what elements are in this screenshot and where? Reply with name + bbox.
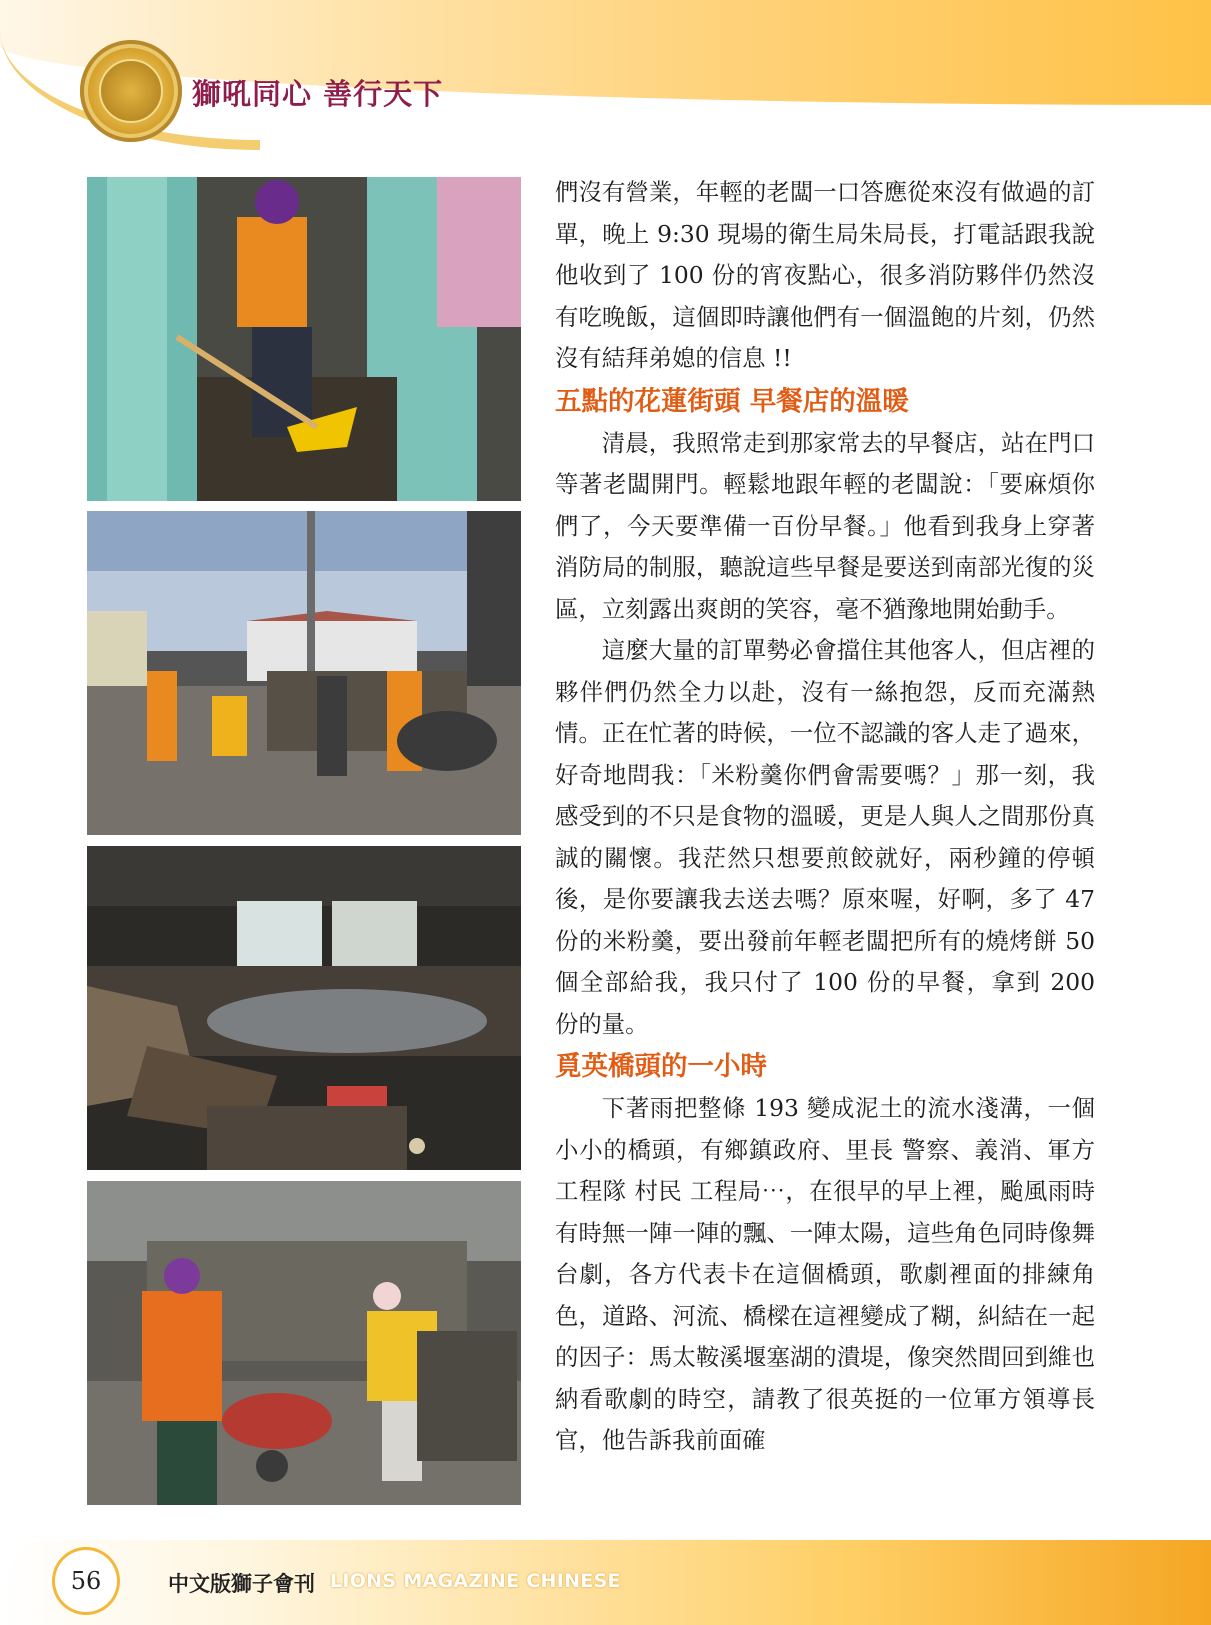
photo-street-cleanup-crew [87,511,521,835]
lions-club-logo [80,40,182,142]
header-slogan: 獅吼同心 善行天下 [192,77,444,111]
photo-flooded-warehouse-debris [87,846,521,1170]
article-paragraph-breakfast-1: 清晨，我照常走到那家常去的早餐店，站在門口等著老闆開門。輕鬆地跟年輕的老闆說：「要麻煩你們了，今天要準備一百份早餐。」他看到我身上穿著消防局的制服，聽說這些早餐是要送到南部光復的災區，立刻露出爽朗的笑容，毫不猶豫地開始動手。 [555,428,1095,623]
photo-volunteer-shoveling-mud [87,177,521,501]
section-heading-bridge: 覓英橋頭的一小時 [555,1051,767,1082]
article-paragraph-breakfast-2: 這麼大量的訂單勢必會擋住其他客人，但店裡的夥伴們仍然全力以赴，沒有一絲抱怨，反而充滿熱情。正在忙著的時候，一位不認識的客人走了過來，好奇地問我：「米粉羹你們會需要嗎？」那一刻，我感受到的不只是食物的溫暖，更是人與人之間那份真誠的關懷。我茫然只想要煎餃就好，兩秒鐘的停頓後，是你要讓我去送去嗎？原來喔，好啊，多了 47 份的米粉羹，要出發前年輕老闆把所有的燒烤餅 50 個全部給我，我只付了 100 份的早餐，拿到 200 份的量。 [555,636,1095,1038]
article-paragraph-bridge: 下著雨把整條 193 變成泥土的流水淺溝，一個小小的橋頭，有鄉鎮政府、里長 警察、義消、軍方工程隊 村民 工程局⋯，在很早的早上裡，颱風雨時有時無一陣一陣的飄、一陣太陽，這些角色同時像舞台劇，各方代表卡在這個橋頭，歌劇裡面的排練角色，道路、河流、橋樑在這裡變成了糊，糾結在一起的因子：馬太鞍溪堰塞湖的潰堤，像突然間回到維也納看歌劇的時空，請教了很英挺的一位軍方領導長官，他告訴我前面確 [555,1094,1095,1454]
footer-magazine-title: 中文版獅子會刊 [168,1572,315,1596]
footer-magazine-subtitle: LIONS MAGAZINE CHINESE [330,1570,621,1592]
lion-emblem-icon [99,59,163,123]
article-intro-paragraph: 們沒有營業，年輕的老闆一口答應從來沒有做過的訂單，晚上 9:30 現場的衛生局朱局長，打電話跟我說他收到了 100 份的宵夜點心，很多消防夥伴仍然沒有吃晚飯，這個即時讓他們有一個溫飽的片刻，仍然沒有結拜弟媳的信息 !! [555,178,1095,372]
article-column [555,172,1095,1462]
page-number: 56 [55,1550,117,1612]
photo-workshop-cleanup-wheelbarrow [87,1181,521,1505]
section-heading-breakfast: 五點的花蓮街頭 早餐店的溫暖 [555,385,909,417]
